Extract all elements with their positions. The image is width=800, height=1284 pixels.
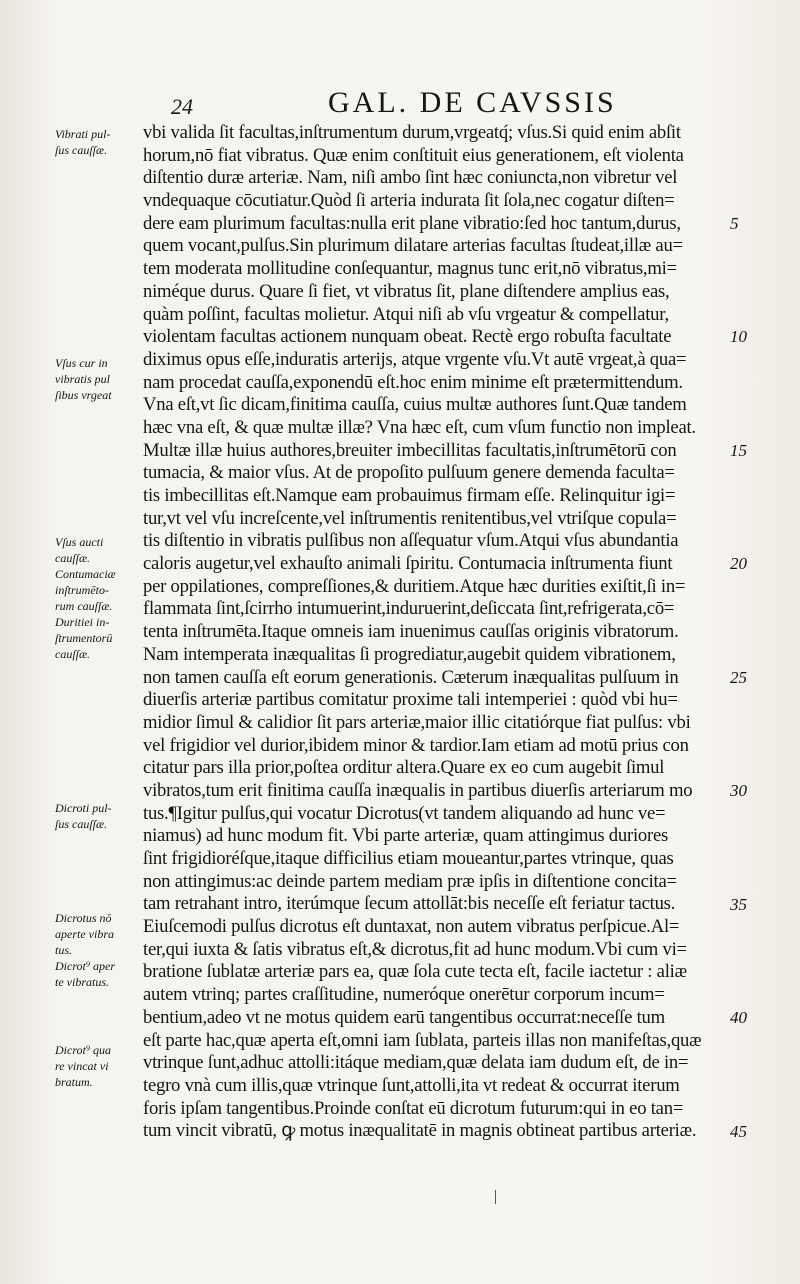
text-line: vel frigidior vel durior,ibidem minor & tardior.Iam etiam ad motū prius con [143, 734, 689, 756]
text-line: foris ipſam tangentibus.Proinde conſtat eū dicrotum futurum:qui in eo tan= [143, 1097, 684, 1119]
text-line: autem vtrinq; partes craſſitudine, numeróque onerētur corporum incum= [143, 984, 665, 1006]
page-number: 24 [171, 94, 193, 119]
text-line: tus.¶Igitur pulſus,qui vocatur Dicrotus(vt tandem aliquando ad hunc ve= [143, 802, 666, 824]
note-line: Dicroti pul- [55, 801, 112, 815]
text-line: ſint frigidioréſque,itaque difficilius etiam moueantur,partes vtrinque, quas [143, 848, 674, 869]
note-line: re vincat vi [55, 1059, 109, 1073]
text-line: caloris augetur,vel exhauſto animali ſpiritu. Contumacia inſtrumenta fiunt [143, 553, 673, 575]
line-number: 20 [730, 554, 747, 574]
note-line: ſtrumentorū [55, 631, 113, 645]
note-line: Vſus cur in [55, 356, 108, 370]
marginal-note [55, 126, 145, 158]
note-line: Dicrot⁹ qua [55, 1043, 112, 1057]
marginal-note [55, 534, 145, 662]
text-line: tum vincit vibratū, ꝙ motus inæqualitatē in magnis obtineat partibus arteriæ. [143, 1120, 697, 1142]
text-line: tem moderata mollitudine conſequantur, magnus tunc erit,nō vibratus,mi= [143, 258, 677, 280]
main-text-block [143, 122, 743, 1143]
note-line: rum cauſſæ. [55, 599, 113, 613]
text-line: tur,vt vel vſu increſcente,vel inſtrumentis renitentibus,vel vtriſque copula= [143, 507, 677, 529]
text-line: flammata ſint,ſcirrho intumuerint,induruerint,deſiccata ſint,refrigerata,cō= [143, 598, 675, 620]
text-line: eſt parte hac,quæ aperta eſt,omni iam ſublata, parteis illas non manifeſtas,quæ [143, 1029, 702, 1051]
text-line: Multæ illæ huius authores,breuiter imbecillitas facultatis,inſtrumētorū con [143, 439, 677, 461]
text-line: tenta inſtrumēta.Itaque omneis iam inuenimus cauſſas originis vibratorum. [143, 621, 679, 643]
text-line: diximus opus eſſe,induratis arterijs, atque vrgente vſu.Vt autē vrgeat,à qua= [143, 348, 687, 370]
note-line: bratum. [55, 1075, 93, 1089]
text-line: vbi valida ſit facultas,inſtrumentum durum,vrgeatq́; vſus.Si quid enim abſit [143, 122, 681, 143]
marginal-note [55, 355, 145, 403]
text-line: dere eam plurimum facultas:nulla erit plane vibratio:ſed hoc tantum,durus, [143, 212, 681, 234]
text-line: violentam facultas actionem nunquam obeat. Rectè ergo robuſta facultate [143, 326, 672, 348]
note-line: aperte vibra [55, 927, 114, 941]
text-line: bentium,adeo vt ne motus quidem earū tangentibus occurrat:neceſſe tum [143, 1006, 665, 1028]
text-line: Eiuſcemodi pulſus dicrotus eſt duntaxat, non autem vibratus perſpicue.Al= [143, 916, 680, 938]
note-line: ſibus vrgeat [55, 388, 112, 402]
text-line: ter,qui iuxta & ſatis vibratus eſt,& dicrotus,fit ad hunc modum.Vbi cum vi= [143, 938, 687, 960]
running-title: GAL. DE CAVSSIS [328, 86, 617, 119]
text-line: niamus) ad hunc modum fit. Vbi parte arteriæ, quam attingimus duriores [143, 825, 669, 847]
note-line: Contumaciæ [55, 567, 116, 581]
text-line: nam procedat cauſſa,exponendū eſt.hoc enim minime eſt prætermittendum. [143, 371, 683, 393]
note-line: Vſus aucti [55, 535, 104, 549]
line-number: 25 [730, 667, 747, 687]
text-line: tam retrahant intro, iterúmque ſecum attollāt:bis neceſſe eſt feriatur tactus. [143, 893, 676, 915]
marginal-note [55, 910, 145, 990]
line-number: 10 [730, 327, 747, 347]
line-number: 45 [730, 1121, 747, 1141]
text-line: citatur pars illa prior,poſtea orditur altera.Quare ex eo cum augebit ſimul [143, 757, 665, 779]
line-number: 30 [730, 781, 747, 801]
text-line: niméque durus. Quare ſi fiet, vt vibratus ſit, plane diſtendere amplius eas, [143, 280, 670, 302]
text-line: non attingimus:ac deinde partem mediam præ ipſis in diſtentione concita= [143, 870, 677, 892]
line-number: 40 [730, 1008, 747, 1028]
note-line: cauſſæ. [55, 647, 90, 661]
text-line: diſtentio duræ arteriæ. Nam, niſi ambo ſint hæc coniuncta,non vibretur vel [143, 167, 678, 189]
note-line: Dicrot⁹ aper [55, 959, 116, 973]
text-line: tegro vnà cum illis,quæ vtrinque ſunt,attolli,ita vt redeat & occurrat iterum [143, 1074, 680, 1096]
line-number: 35 [730, 894, 747, 914]
note-line: tus. [55, 943, 73, 957]
note-line: Duritiei in- [55, 615, 110, 629]
note-line: inſtrumēto- [55, 583, 109, 597]
note-line: te vibratus. [55, 975, 109, 989]
page-header [0, 82, 800, 122]
text-line: diuerſis arteriæ partibus comitatur proxime tali intemperiei : quòd vbi hu= [143, 689, 678, 711]
text-line: horum,nō fiat vibratus. Quæ enim conſtituit eius generationem, eſt violenta [143, 144, 684, 166]
line-number: 5 [730, 213, 739, 233]
text-line: vndequaque cōcutiatur.Quòd ſi arteria indurata ſit ſola,nec cogatur diſten= [143, 190, 675, 212]
note-line: cauſſæ. [55, 551, 90, 565]
text-line: bratione ſublatæ arteriæ pars ea, quæ ſola cute tecta eſt, facile iactetur : aliæ [143, 961, 687, 983]
text-line: Vna eſt,vt ſic dicam,finitima cauſſa, cuius multæ authores ſunt.Quæ tandem [143, 394, 687, 416]
note-line: ſus cauſſæ. [55, 143, 108, 157]
marginal-note [55, 800, 145, 832]
note-line: Dicrotus nō [55, 911, 112, 925]
text-line: quem vocant,pulſus.Sin plurimum dilatare arterias facultas ſtudeat,illæ au= [143, 235, 683, 257]
text-line: non tamen cauſſa eſt eorum generationis. Cæterum inæqualitas pulſuum in [143, 666, 679, 688]
text-line: tumacia, & maior vſus. At de propoſito pulſuum genere demenda faculta= [143, 462, 675, 484]
note-line: vibratis pul [55, 372, 111, 386]
text-line: quàm poſſint, facultas molietur. Atqui niſi ab vſu vrgeatur & compellatur, [143, 303, 669, 325]
text-line: tis diſtentio in vibratis pulſibus non aſſequatur vſum.Atqui vſus abundantia [143, 530, 679, 552]
text-line: per oppilationes, compreſſiones,& duritiem.Atque hæc durities exiſtit,ſi in= [143, 575, 686, 597]
text-line: Nam intemperata inæqualitas ſi progrediatur,augebit quidem vibrationem, [143, 643, 676, 665]
text-line: tis imbecillitas eſt.Namque eam probauimus firmam eſſe. Relinquitur igi= [143, 485, 676, 506]
text-line: vtrinque ſunt,adhuc attolli:itáque mediam,quæ delata iam dudum eſt, de in= [143, 1052, 689, 1074]
note-line: ſus cauſſæ. [55, 817, 108, 831]
line-number: 15 [730, 440, 747, 460]
marginal-note [55, 1042, 145, 1090]
text-line: vibratos,tum erit finitima cauſſa inæqualis in partibus diuerſis arteriarum mo [143, 779, 693, 801]
note-line: Vibrati pul- [55, 127, 111, 141]
page-mark [495, 1190, 496, 1204]
text-line: hæc vna eſt, & quæ multæ illæ? Vna hæc eſt, cum vſum functio non impleat. [143, 416, 696, 438]
text-line: midior ſimul & calidior ſit pars arteriæ,maior illic citatiórque fiat pulſus: vbi [143, 711, 691, 733]
